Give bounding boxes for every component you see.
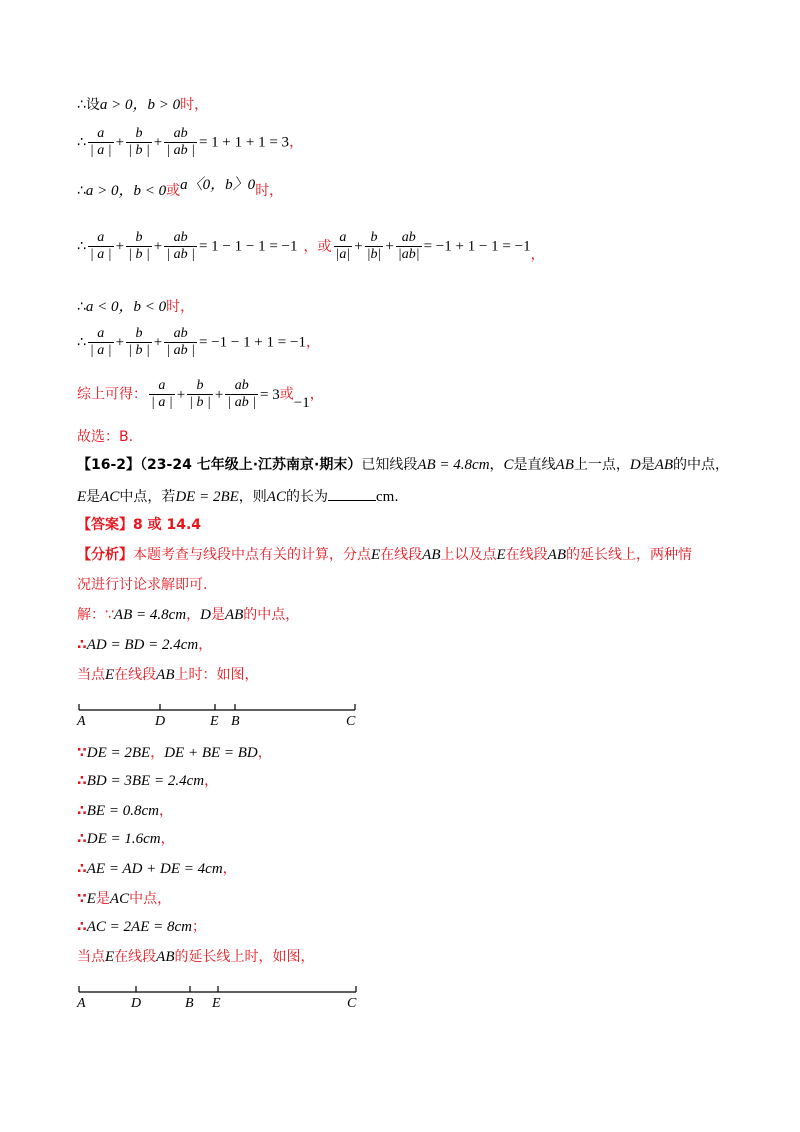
solution-line-2: ∴AD = BD = 2.4cm， [77,637,213,653]
result: −1 [293,394,310,411]
text: 综上可得： [77,386,147,403]
text: 时， [166,299,195,315]
answer-label: 【答案】 [77,517,133,533]
fraction: $\frac{ab}{| ab |}$ [166,126,195,158]
equation-line-4: ∴ $\frac{a}{| a |}$ + $\frac{b}{| b |}$ + $\frac{ab}{| ab |}$ = 1 − 1 − 1 = −1 ，或 $\frac{a}{|a|}$ + $\frac{b}{|b|}$ + $\frac{ab}{|ab|}$ = −1 + 1 − 1 = −1， [77,230,545,263]
label-e: E [212,996,221,1011]
text: 或 [166,183,181,199]
fraction: $\frac{a}{|a|}$ [335,230,351,262]
therefore-symbol: ∴ [77,238,86,255]
comma: ， [309,386,324,403]
text: ，或 [303,238,332,255]
math: a < 0，b < 0 [85,299,167,315]
math: a〈0，b〉0 [180,177,256,193]
text: 时， [180,97,209,113]
solution-line-3: 当点E在线段AB上时：如图， [77,667,259,683]
fraction: $\frac{ab}{|ab|}$ [397,230,420,262]
fraction: $\frac{a}{| a |}$ [151,378,173,410]
solution-line-1: 解：∵AB = 4.8cm，D是AB的中点， [77,607,300,623]
therefore-symbol: ∴ [77,299,86,315]
comma: ， [530,246,545,263]
fraction: $\frac{a}{| a |}$ [89,326,112,358]
fraction: $\frac{b}{|b|}$ [366,230,382,262]
fraction: $\frac{b}{| b |}$ [189,378,211,410]
math: a > 0，b < 0 [85,183,167,199]
conclusion-line: 综上可得： $\frac{a}{| a |}$ + $\frac{b}{| b |}$ + $\frac{ab}{| ab |}$ = 3或−1， [77,378,324,411]
fraction: $\frac{b}{| b |}$ [128,126,150,158]
label-d: D [155,714,166,729]
analysis-label: 【分析】 [77,547,133,563]
problem-line-1: 【16-2】（23-24 七年级上·江苏南京·期末）已知线段AB = 4.8cm，C是直线AB上一点，D是AB的中点， [77,457,730,473]
label-b: B [185,996,194,1011]
fraction: $\frac{ab}{| ab |}$ [227,378,257,410]
fraction: $\frac{b}{| b |}$ [128,326,150,358]
label-d: D [131,996,142,1011]
problem-line-2: E是AC中点，若DE = 2BE，则AC的长为 cm. [77,486,399,506]
comma: ， [305,334,320,351]
label-a: A [77,996,86,1011]
fraction: $\frac{a}{| a |}$ [89,126,112,158]
comma: ， [289,134,304,151]
solution-line-5: ∴BD = 3BE = 2.4cm， [77,773,219,789]
result: = 3 [260,386,280,403]
analysis-line-1: 【分析】本题考查与线段中点有关的计算，分点E在线段AB上以及点E在线段AB的延长线上，两种情 [77,547,692,563]
solution-line-9: ∵E是AC中点， [77,891,172,907]
label-e: E [210,714,219,729]
solution-line-11: 当点E在线段AB的延长线上时，如图， [77,949,315,965]
result: = 1 − 1 − 1 = −1 [198,238,298,255]
fraction: $\frac{b}{| b |}$ [128,230,150,262]
choice-line: 故选：B. [77,429,134,445]
label-b: B [231,714,240,729]
solution-line-8: ∴AE = AD + DE = 4cm， [77,861,237,877]
solution-line-6: ∴BE = 0.8cm， [77,803,173,819]
therefore-symbol: ∴ [77,134,86,151]
equation-line-6: ∴ $\frac{a}{| a |}$ + $\frac{b}{| b |}$ + $\frac{ab}{| ab |}$ = −1 − 1 + 1 = −1， [77,326,320,358]
solution-line-4: ∵DE = 2BE，DE + BE = BD， [77,745,272,761]
problem-source: （23-24 七年级上·江苏南京·期末） [140,457,362,473]
answer-value: 8 或 14.4 [133,517,202,533]
text: 时， [255,183,284,199]
solution-line-7: ∴DE = 1.6cm， [77,831,175,847]
text: ∴设 [77,97,100,113]
result: = −1 − 1 + 1 = −1 [198,334,306,351]
fraction: $\frac{ab}{| ab |}$ [166,230,195,262]
therefore-symbol: ∴ [77,334,86,351]
label-c: C [347,996,357,1011]
therefore-symbol: ∴ [77,183,86,199]
solution-line-10: ∴AC = 2AE = 8cm； [77,919,206,935]
problem-tag: 【16-2】 [77,457,141,473]
result: = −1 + 1 − 1 = −1 [423,238,531,255]
fraction: $\frac{ab}{| ab |}$ [166,326,195,358]
fraction: $\frac{a}{| a |}$ [89,230,112,262]
text: 或 [279,386,294,403]
math: a > 0，b > 0 [99,97,181,113]
label-a: A [77,714,86,729]
result: = 1 + 1 + 1 = 3 [198,134,290,151]
label-c: C [346,714,356,729]
equation-line-2: ∴ $\frac{a}{| a |}$ + $\frac{b}{| b |}$ + $\frac{ab}{| ab |}$ = 1 + 1 + 1 = 3， [77,126,304,158]
analysis-line-2: 况进行讨论求解即可. [77,577,208,593]
